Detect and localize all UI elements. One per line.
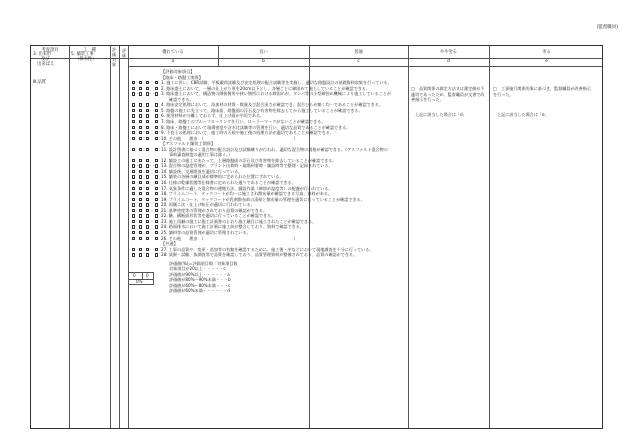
- criteria-item: 11. 設計図書に基づく混合物の配合設計及び試験練りが行われ、適切な混合物の規格が確認できる。（アスファルト混合物の: [161, 146, 388, 152]
- header-item: 考査項目: [41, 48, 59, 53]
- eval-checkbox[interactable]: [132, 81, 135, 84]
- criteria-item: 12. 舗設工の施工にあたって、上層路盤面の浮石及び有害物を除去していることが確認できる。: [161, 157, 337, 163]
- eval-checkbox[interactable]: [132, 181, 135, 184]
- eval-checkbox[interactable]: [146, 131, 149, 134]
- item-checkbox[interactable]: [155, 198, 158, 201]
- item-checkbox[interactable]: [155, 209, 158, 212]
- grid-vline: [110, 46, 111, 428]
- eval-checkbox[interactable]: [139, 203, 142, 206]
- eval-checkbox[interactable]: [139, 187, 142, 190]
- eval-checkbox[interactable]: [139, 237, 142, 240]
- item-checkbox[interactable]: [155, 103, 158, 106]
- eval-checkbox[interactable]: [146, 253, 149, 256]
- eval-checkbox[interactable]: [139, 175, 142, 178]
- sub-item-label: Ⅲ.品質: [33, 80, 46, 85]
- evaluation-sheet: [30, 45, 603, 429]
- eval-checkbox[interactable]: [146, 148, 149, 151]
- header-level-label: やや劣る: [439, 50, 458, 55]
- criteria-item: 6. 使用材料が分離しておらず、仕上げ面が平坦である。: [161, 113, 265, 119]
- eval-checkbox[interactable]: [132, 131, 135, 134]
- item-checkbox[interactable]: [155, 120, 158, 123]
- eval-checkbox[interactable]: [132, 87, 135, 90]
- item-checkbox[interactable]: [155, 87, 158, 90]
- criteria-item: 3. 路床盛土において、構造物の隣接箇所や狭い箇所における締固めが、タンパ等の小型締固め機械により施工していることが: [161, 91, 391, 97]
- eval-checkbox[interactable]: [146, 187, 149, 190]
- grid-vline: [128, 46, 129, 428]
- eval-checkbox[interactable]: [132, 203, 135, 206]
- eval-checkbox[interactable]: [139, 137, 142, 140]
- eval-checkbox[interactable]: [139, 114, 142, 117]
- eval-checkbox[interactable]: [132, 109, 135, 112]
- header-level-grade: d: [447, 59, 450, 64]
- item-checkbox[interactable]: [155, 126, 158, 129]
- eval-checkbox[interactable]: [139, 231, 142, 234]
- header-level-label: 良い: [259, 50, 268, 55]
- eval-checkbox[interactable]: [146, 220, 149, 223]
- eval-checkbox[interactable]: [132, 120, 135, 123]
- criteria-item: 24. 路面排水において施工計画に施工前が整合しており、資料で確認できる。: [161, 224, 304, 230]
- eval-checkbox[interactable]: [139, 164, 142, 167]
- item-label-3: 出来ばえ: [37, 62, 55, 67]
- column-e-sub: 上記に該当した場合は「e」: [497, 112, 549, 117]
- criteria-item-continuation: 確認できる。: [169, 96, 194, 102]
- item-checkbox[interactable]: [155, 92, 158, 95]
- item-checkbox[interactable]: [155, 175, 158, 178]
- summary-line: 評価値が60%未満・・・・・・d: [169, 288, 230, 294]
- criteria-item: 21. 基準密度等の管理がされており品質の確認ができる。: [161, 207, 268, 213]
- section-subtitle: 【共通】: [161, 241, 178, 247]
- summary-line: 評価値が80%〜90%未満・・・b: [169, 277, 231, 283]
- eval-checkbox[interactable]: [139, 225, 142, 228]
- eval-checkbox[interactable]: [132, 248, 135, 251]
- item-checkbox[interactable]: [155, 220, 158, 223]
- criteria-item: 5. 路盤の施工に先立って、路床面、路盤面の浮石及び有害物を除去してから施工していることが確認できる。: [161, 107, 363, 113]
- eval-checkbox[interactable]: [139, 253, 142, 256]
- eval-checkbox[interactable]: [139, 198, 142, 201]
- eval-checkbox[interactable]: [146, 109, 149, 112]
- header-level-label: 劣る: [542, 50, 551, 55]
- eval-checkbox[interactable]: [132, 253, 135, 256]
- score-value-left: 0: [133, 272, 136, 278]
- item-checkbox[interactable]: [155, 148, 158, 151]
- eval-checkbox[interactable]: [146, 92, 149, 95]
- column-d-note: □ 品質関係の測定方法又は測定値が不適切であったため、監督職員が文書で改善指示を行った。: [411, 86, 485, 102]
- criteria-item: 7. 路床、路盤工のプルーフローリングを行い、ローラーマークがないことが確認できる。: [161, 118, 326, 124]
- header-eval-target: 評価対象: [112, 47, 116, 67]
- item-checkbox[interactable]: [155, 187, 158, 190]
- criteria-item: 22. 継、構断面形状等を適切に行っていることが確認できる。: [161, 213, 276, 219]
- item-checkbox[interactable]: [155, 192, 158, 195]
- criteria-item: 18. プライムコート、タックコートが均一に施工され散布量が確認できる写真、資料がある。: [161, 191, 332, 197]
- item-checkbox[interactable]: [155, 159, 158, 162]
- eval-checkbox[interactable]: [132, 137, 135, 140]
- eval-checkbox[interactable]: [146, 198, 149, 201]
- eval-checkbox[interactable]: [139, 181, 142, 184]
- grid-vline: [408, 46, 409, 428]
- summary-line: 評価値(%)＝評価項目数／対象項目数: [169, 260, 238, 266]
- eval-checkbox[interactable]: [139, 120, 142, 123]
- column-e-note: □ 工事施行関係的事に基づき、監督職員が改善指示を行った。: [493, 86, 591, 97]
- eval-checkbox[interactable]: [132, 92, 135, 95]
- top-note: (監督職員): [596, 25, 618, 30]
- criteria-item: 20. 両側ニ次・仕上げ転圧が適切に行われている。: [161, 202, 255, 208]
- criteria-item: 4. 路床安定処理において、添加材の材質・数量及び混合深さが確認でき、混合むらが無く均一であることが確認できる。: [161, 102, 383, 108]
- eval-checkbox[interactable]: [132, 231, 135, 234]
- eval-checkbox[interactable]: [132, 220, 135, 223]
- eval-checkbox[interactable]: [132, 225, 135, 228]
- section-title: 【評価対象項目】: [161, 69, 195, 74]
- eval-checkbox[interactable]: [132, 187, 135, 190]
- eval-checkbox[interactable]: [132, 148, 135, 151]
- item-checkbox[interactable]: [155, 225, 158, 228]
- eval-checkbox[interactable]: [146, 248, 149, 251]
- item-checkbox[interactable]: [155, 170, 158, 173]
- eval-checkbox[interactable]: [132, 164, 135, 167]
- header-level-grade: e: [545, 59, 548, 64]
- criteria-item: 17. 気象条件に適した混合物の運搬方法、舗設作業（締固め温度等）の配慮が行われている。: [161, 185, 333, 191]
- eval-checkbox[interactable]: [146, 231, 149, 234]
- item-checkbox[interactable]: [155, 109, 158, 112]
- item-checkbox[interactable]: [155, 248, 158, 251]
- criteria-item: 9. 不良土の処理において、施工時の天候や施工後の処理方法が適切であることが確認できる。: [161, 130, 334, 136]
- eval-checkbox[interactable]: [146, 209, 149, 212]
- criteria-item: 27. 工事の品質や、変更・追加等の有無を確認するために、施工後・中などにおいて現地調査を十分に行っている。: [161, 246, 374, 252]
- item-checkbox[interactable]: [155, 203, 158, 206]
- eval-checkbox[interactable]: [132, 214, 135, 217]
- eval-checkbox[interactable]: [146, 192, 149, 195]
- criteria-item: 19. プライムコート、タックコートが乳剤散布前の清掃と散布量の管理を適切に行っていることが確認できる。: [161, 196, 365, 202]
- criteria-item: 1. 施工に伴い、CBR試験、平板載荷試験及び安定処理の配合試験等を実施し、適切な路盤設計の基礎資料収集を行っている。: [161, 80, 392, 86]
- summary-line: 評価値が60%〜80%未満・・・c: [169, 282, 231, 288]
- eval-checkbox[interactable]: [146, 103, 149, 106]
- eval-checkbox[interactable]: [132, 175, 135, 178]
- eval-checkbox[interactable]: [139, 92, 142, 95]
- eval-checkbox[interactable]: [146, 120, 149, 123]
- eval-checkbox[interactable]: [132, 103, 135, 106]
- eval-checkbox[interactable]: [146, 175, 149, 178]
- item-checkbox[interactable]: [155, 131, 158, 134]
- item-checkbox[interactable]: [155, 81, 158, 84]
- grid-vline: [119, 46, 120, 428]
- eval-checkbox[interactable]: [146, 81, 149, 84]
- header-eval: 評価: [122, 48, 126, 58]
- eval-checkbox[interactable]: [139, 131, 142, 134]
- column-d-sub: 上記に該当した場合は「d」: [415, 112, 467, 117]
- score-box-vdivider: [142, 273, 143, 279]
- header-level-grade: b: [262, 59, 265, 64]
- eval-checkbox[interactable]: [146, 181, 149, 184]
- header-level-label: 普通: [354, 50, 363, 55]
- eval-checkbox[interactable]: [146, 137, 149, 140]
- criteria-item: 26. その他 理由：（ ）: [161, 235, 298, 241]
- header-level-label: 優れている: [162, 50, 184, 55]
- eval-checkbox[interactable]: [139, 209, 142, 212]
- type-label-1: 5. 舗装工事: [71, 52, 94, 57]
- eval-checkbox[interactable]: [139, 248, 142, 251]
- criteria-item: 8. 路床・路盤工において現場密度や含水比試験等の管理を行い、適切な品質であることが確認できる。: [161, 124, 351, 130]
- criteria-item: 25. 舗料等の品質管理が適切に管理されている。: [161, 229, 251, 235]
- grid-hline: [128, 66, 602, 67]
- eval-checkbox[interactable]: [146, 164, 149, 167]
- item-checkbox[interactable]: [155, 181, 158, 184]
- eval-checkbox[interactable]: [139, 214, 142, 217]
- criteria-item: 23. 施工再継の施工に施工計画書のとおり施工継目に施工されたことが確認できる。: [161, 218, 317, 224]
- grid-vline: [69, 46, 70, 428]
- item-checkbox[interactable]: [155, 231, 158, 234]
- item-label-2: 及び: [41, 57, 50, 62]
- item-checkbox[interactable]: [155, 114, 158, 117]
- eval-checkbox[interactable]: [139, 81, 142, 84]
- criteria-item: 15. 舗装の各層の継目部が標準的に定められた位置にずれている。: [161, 174, 284, 180]
- criteria-item: 16. 仕様の乾燥状態等仕様書に定められた通りであることが確認できる。: [161, 180, 296, 185]
- item-checkbox[interactable]: [155, 137, 158, 140]
- item-label-1: 3. 出来形: [33, 52, 52, 57]
- criteria-item: 2. 路床盛土において、一層の仕上がり厚を20cm以下とし、各層ごとに締固めて施工していることが確認できる。: [161, 85, 370, 91]
- eval-checkbox[interactable]: [146, 170, 149, 173]
- eval-checkbox[interactable]: [146, 114, 149, 117]
- eval-checkbox[interactable]: [139, 170, 142, 173]
- eval-checkbox[interactable]: [146, 203, 149, 206]
- summary-line: 対象項目が20以上・・・・・c: [169, 266, 226, 272]
- eval-checkbox[interactable]: [132, 237, 135, 240]
- item-checkbox[interactable]: [155, 164, 158, 167]
- eval-checkbox[interactable]: [139, 220, 142, 223]
- eval-checkbox[interactable]: [139, 87, 142, 90]
- type-label-2: （排水性）: [75, 57, 97, 62]
- eval-checkbox[interactable]: [139, 192, 142, 195]
- eval-checkbox[interactable]: [146, 225, 149, 228]
- criteria-item: 10. その他 理由：（ ）: [161, 135, 298, 141]
- summary-line: 評価値が90%以上・・・・・・a: [169, 271, 230, 277]
- eval-checkbox[interactable]: [132, 170, 135, 173]
- eval-checkbox[interactable]: [146, 87, 149, 90]
- header-level-grade: c: [357, 59, 360, 64]
- criteria-item: 14. 舗設後、交通開放を適切に行っている。: [161, 168, 243, 174]
- criteria-item: 28. 試掘・試験、抜調査等で品質を確認しており、品質管理資料が整備されており、品質の確認ができる。: [161, 252, 358, 258]
- eval-checkbox[interactable]: [139, 109, 142, 112]
- item-checkbox[interactable]: [155, 214, 158, 217]
- eval-checkbox[interactable]: [132, 114, 135, 117]
- header-type: 工 種: [83, 48, 96, 53]
- grid-vline: [489, 46, 490, 428]
- eval-checkbox[interactable]: [139, 159, 142, 162]
- eval-checkbox[interactable]: [146, 126, 149, 129]
- eval-checkbox[interactable]: [146, 159, 149, 162]
- eval-checkbox[interactable]: [132, 126, 135, 129]
- header-level-grade: a: [171, 59, 175, 64]
- criteria-item-continuation: 事前審査制度の適用工事は除く。）: [169, 152, 233, 158]
- eval-checkbox[interactable]: [146, 214, 149, 217]
- section-subtitle: 【アスファルト舗装工関係】: [161, 141, 216, 147]
- item-checkbox[interactable]: [155, 237, 158, 240]
- section-subtitle: 【路床・路盤工関係】: [161, 74, 203, 80]
- eval-checkbox[interactable]: [146, 237, 149, 240]
- eval-checkbox[interactable]: [139, 148, 142, 151]
- eval-checkbox[interactable]: [139, 103, 142, 106]
- score-percent: 0%: [136, 279, 143, 285]
- eval-checkbox[interactable]: [132, 209, 135, 212]
- eval-checkbox[interactable]: [132, 192, 135, 195]
- eval-checkbox[interactable]: [139, 126, 142, 129]
- eval-checkbox[interactable]: [132, 159, 135, 162]
- item-checkbox[interactable]: [155, 253, 158, 256]
- eval-checkbox[interactable]: [132, 198, 135, 201]
- score-value-right: 0: [146, 272, 149, 278]
- score-box: [128, 272, 154, 285]
- criteria-item: 13. 混合物の温度管理が、プラント出荷時・現場到着時・舗設時等で整理・記録されている。: [161, 163, 333, 169]
